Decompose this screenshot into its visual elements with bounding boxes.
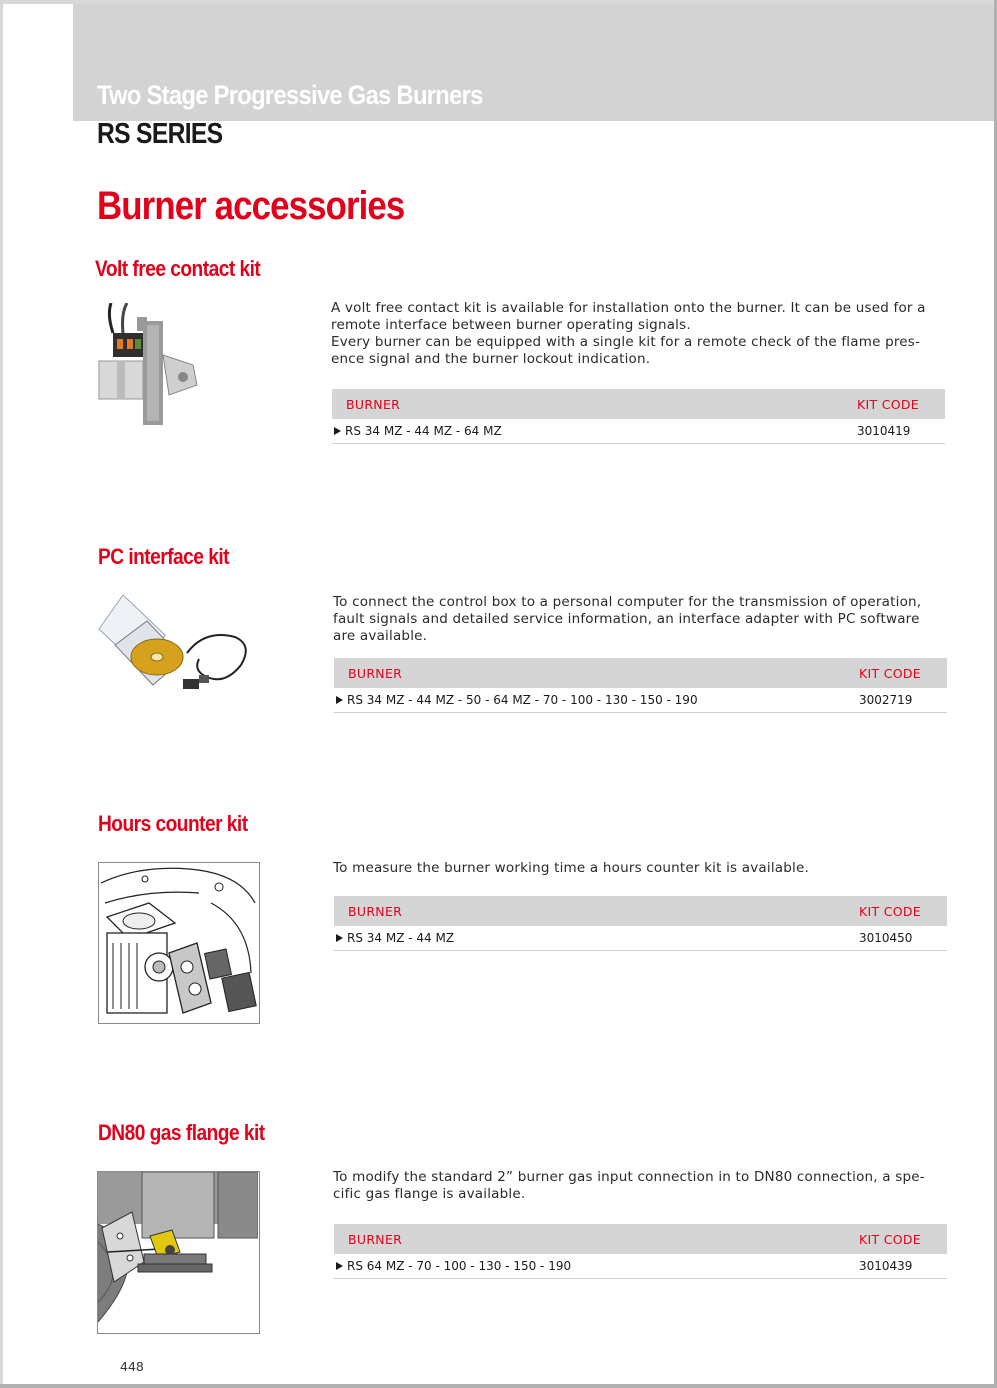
section-title-hours-counter-kit: Hours counter kit [98,811,248,836]
description-line: cific gas flange is available. [333,1186,526,1202]
kit-code: 3010419 [857,419,945,444]
kit-code: 3010450 [859,926,947,951]
cd-software-cable-photo [95,593,253,695]
column-header-burner: BURNER [334,896,859,926]
kit-table-hours-counter [334,896,947,951]
description-line: To measure the burner working time a hours counter kit is available. [333,860,809,876]
column-header-kit-code: KIT CODE [859,1224,947,1254]
burner-models: RS 64 MZ - 70 - 100 - 130 - 150 - 190 [347,1259,572,1273]
table-row [334,926,947,951]
section-title-volt-free-contact-kit: Volt free contact kit [95,256,261,281]
relay-contact-kit-photo [93,303,205,427]
kit-table-volt-free-contact [332,389,945,444]
page-title: Burner accessories [97,184,405,228]
description-line: are available. [333,628,428,644]
triangle-bullet-icon [336,1262,343,1270]
table-row [334,1254,947,1279]
hours-counter-drawing [98,862,260,1024]
section-title-dn80-gas-flange-kit: DN80 gas flange kit [98,1120,265,1145]
triangle-bullet-icon [336,934,343,942]
section-description-pc-interface-kit [333,594,921,645]
column-header-kit-code: KIT CODE [857,389,945,419]
description-line: fault signals and detailed service information, an interface adapter with PC software [333,611,920,627]
burner-models: RS 34 MZ - 44 MZ - 50 - 64 MZ - 70 - 100 - 130 - 150 - 190 [347,693,698,707]
table-row [332,419,945,444]
series-subtitle: RS SERIES [97,118,223,150]
description-line: A volt free contact kit is available for installation onto the burner. It can be used for a [331,300,926,316]
page-border-bottom [0,1384,997,1388]
table-header-row [334,658,947,688]
column-header-kit-code: KIT CODE [859,658,947,688]
kit-table-dn80-gas-flange [334,1224,947,1279]
gas-flange-drawing [97,1171,260,1334]
table-header-row [332,389,945,419]
description-line: remote interface between burner operating signals. [331,317,691,333]
table-row [334,688,947,713]
column-header-burner: BURNER [332,389,857,419]
description-line: Every burner can be equipped with a single kit for a remote check of the flame pres- [331,334,921,350]
description-line: ence signal and the burner lockout indication. [331,351,651,367]
section-description-hours-counter-kit [333,860,809,877]
section-description-dn80-gas-flange-kit [333,1169,925,1203]
table-header-row [334,896,947,926]
description-line: To connect the control box to a personal computer for the transmission of operation, [333,594,922,610]
column-header-burner: BURNER [334,1224,859,1254]
table-header-row [334,1224,947,1254]
triangle-bullet-icon [334,427,341,435]
burner-models: RS 34 MZ - 44 MZ [347,931,455,945]
section-description-volt-free-contact-kit [331,300,926,368]
kit-table-pc-interface [334,658,947,713]
kit-code: 3002719 [859,688,947,713]
page-border-left [0,0,3,1388]
kit-code: 3010439 [859,1254,947,1279]
column-header-burner: BURNER [334,658,859,688]
series-title: Two Stage Progressive Gas Burners [97,80,483,110]
page-number: 448 [120,1359,144,1374]
description-line: To modify the standard 2” burner gas input connection in to DN80 connection, a spe- [333,1169,925,1185]
section-title-pc-interface-kit: PC interface kit [98,544,230,569]
column-header-kit-code: KIT CODE [859,896,947,926]
triangle-bullet-icon [336,696,343,704]
burner-models: RS 34 MZ - 44 MZ - 64 MZ [345,424,502,438]
